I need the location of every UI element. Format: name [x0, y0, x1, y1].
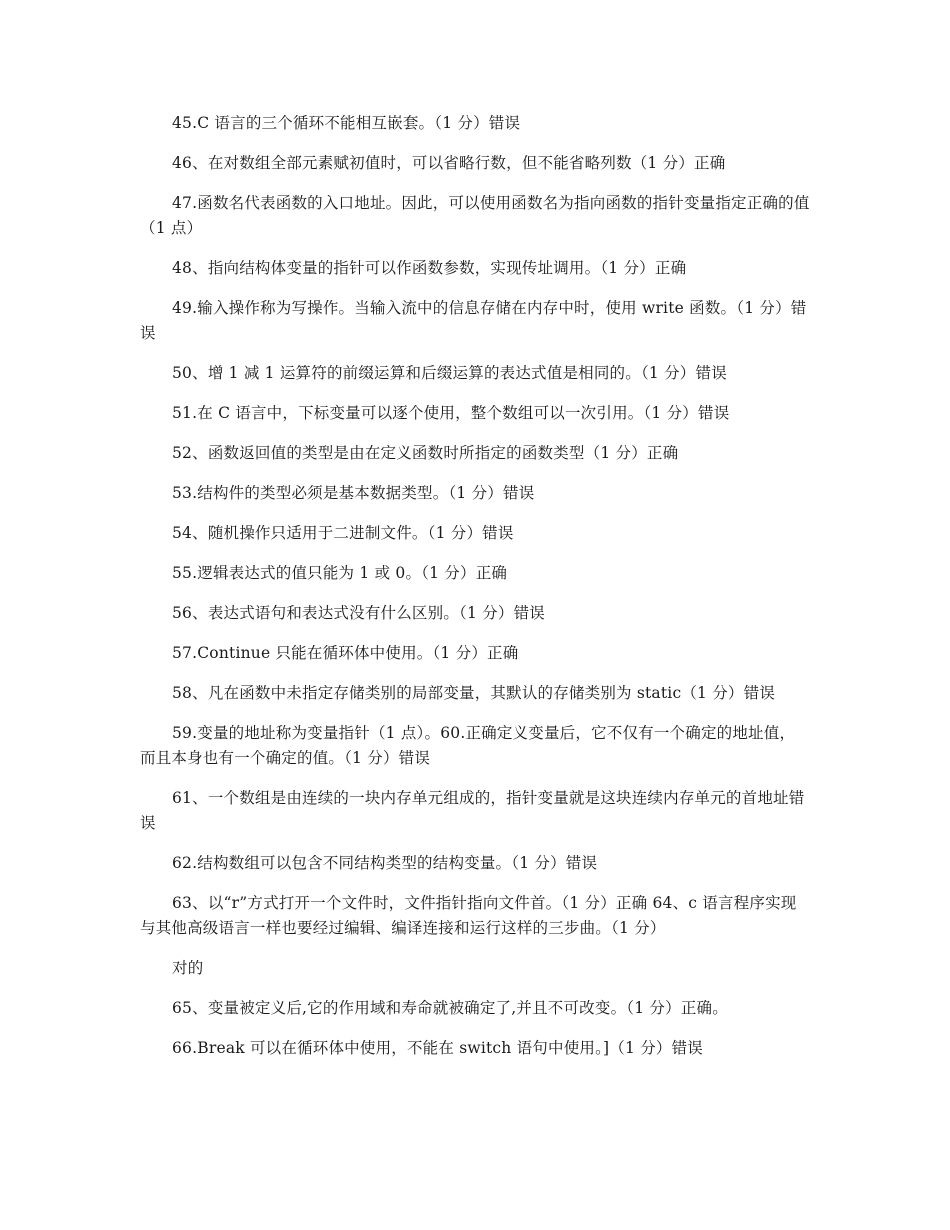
paragraph-55: 55.逻辑表达式的值只能为 1 或 0。（1 分）正确	[172, 564, 508, 582]
paragraph-65: 65、变量被定义后,它的作用域和寿命就被确定了,并且不可改变。（1 分）正确。	[172, 999, 728, 1017]
paragraph-46: 46、在对数组全部元素赋初值时，可以省略行数，但不能省略列数（1 分）正确	[172, 154, 726, 172]
paragraph-52: 52、函数返回值的类型是由在定义函数时所指定的函数类型（1 分）正确	[172, 444, 679, 462]
paragraph-48: 48、指向结构体变量的指针可以作函数参数，实现传址调用。（1 分）正确	[172, 259, 687, 277]
paragraph-66: 66.Break 可以在循环体中使用，不能在 switch 语句中使用。]（1 分）错误	[172, 1039, 703, 1057]
paragraph-54: 54、随机操作只适用于二进制文件。（1 分）错误	[172, 524, 514, 542]
paragraph-59-60: 59.变量的地址称为变量指针（1 点）。60.正确定义变量后，它不仅有一个确定的地址值，而且本身也有一个确定的值。（1 分）错误	[140, 724, 796, 767]
paragraph-61: 61、一个数组是由连续的一块内存单元组成的，指针变量就是这块连续内存单元的首地址错误	[140, 789, 805, 832]
paragraph-58: 58、凡在函数中未指定存储类别的局部变量，其默认的存储类别为 static（1 分）错误	[172, 684, 776, 702]
paragraph-62: 62.结构数组可以包含不同结构类型的结构变量。（1 分）错误	[172, 854, 598, 872]
paragraph-63-64: 63、以“r”方式打开一个文件时，文件指针指向文件首。（1 分）正确 64、c 语言程序实现与其他高级语言一样也要经过编辑、编译连接和运行这样的三步曲。（1 分）	[140, 894, 797, 937]
paragraph-50: 50、增 1 减 1 运算符的前缀运算和后缀运算的表达式值是相同的。（1 分）错误	[172, 364, 727, 382]
paragraph-57: 57.Continue 只能在循环体中使用。（1 分）正确	[172, 644, 519, 662]
paragraph-answer-correct: 对的	[172, 959, 204, 977]
paragraph-56: 56、表达式语句和表达式没有什么区别。（1 分）错误	[172, 604, 545, 622]
paragraph-53: 53.结构件的类型必须是基本数据类型。（1 分）错误	[172, 484, 535, 502]
paragraph-45: 45.C 语言的三个循环不能相互嵌套。（1 分）错误	[172, 114, 521, 132]
paragraph-49: 49.输入操作称为写操作。当输入流中的信息存储在内存中时，使用 write 函数。（1 分）错误	[140, 299, 807, 342]
paragraph-47: 47.函数名代表函数的入口地址。因此，可以使用函数名为指向函数的指针变量指定正确的值（1 点）	[140, 194, 810, 237]
paragraph-51: 51.在 C 语言中，下标变量可以逐个使用，整个数组可以一次引用。（1 分）错误	[172, 404, 730, 422]
